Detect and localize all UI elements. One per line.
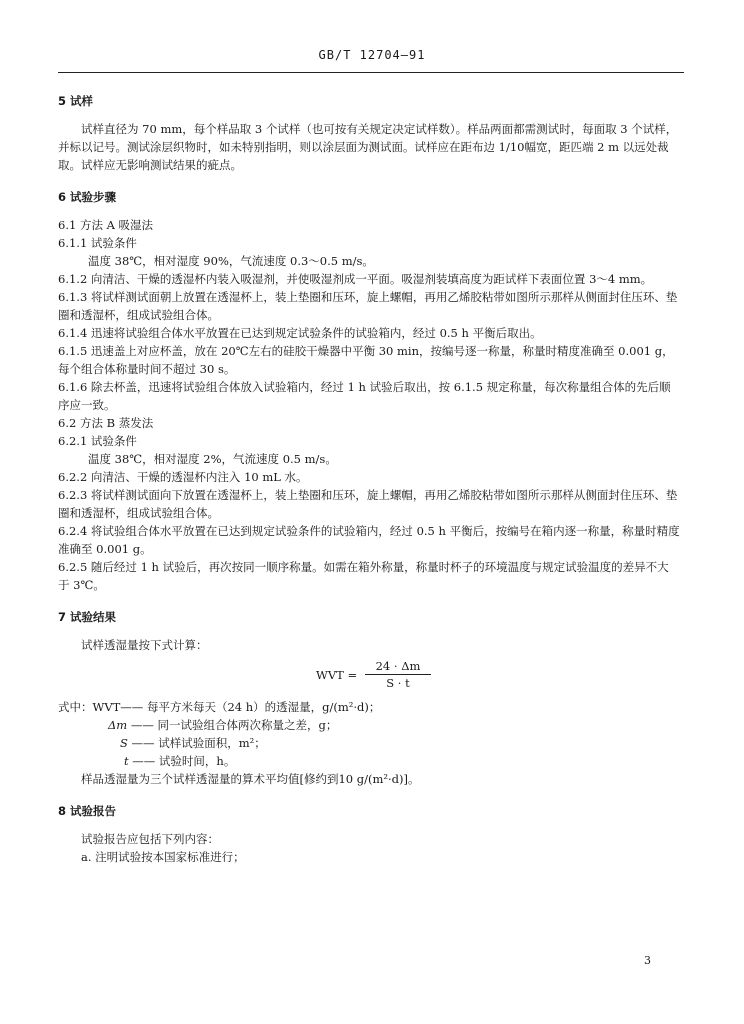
definition-row xyxy=(58,734,680,752)
section-7-heading: 7 试验结果 xyxy=(58,610,117,624)
definition-term: WVT xyxy=(92,700,121,714)
definition-term: S xyxy=(120,736,128,750)
clause-6-2-1: 6.2.1 试验条件 xyxy=(58,434,137,448)
section-5-paragraph: 试样直径为 70 mm，每个样品取 3 个试样（也可按有关规定决定试样数）。样品两面都需测试时，每面取 3 个试样，并标以记号。测试涂层织物时，如未特别指明，则以涂层面为测试面。试样应在距布边 1/10幅宽，距匹端 2 m 以远处裁取。试样应无影响测试结果的疵点。 xyxy=(58,122,678,172)
report-intro: 试验报告应包括下列内容： xyxy=(81,832,219,846)
where-label: 式中： xyxy=(58,700,93,714)
page-number: 3 xyxy=(644,954,651,967)
report-item-a: a. 注明试验按本国家标准进行； xyxy=(81,850,245,864)
clause-6-2-2: 6.2.2 向清洁、干燥的透湿杯内注入 10 mL 水。 xyxy=(58,470,308,484)
header-rule xyxy=(58,72,684,73)
section-8-heading: 8 试验报告 xyxy=(58,804,117,818)
definition-term: Δm xyxy=(108,718,128,732)
clause-6-2-4: 6.2.4 将试验组合体水平放置在已达到规定试验条件的试验箱内，经过 0.5 h 平衡后，按编号在箱内逐一称量，称量时精度准确至 0.001 g。 xyxy=(58,524,680,556)
clause-6-1-2: 6.1.2 向清洁、干燥的透湿杯内装入吸湿剂，并使吸湿剂成一平面。吸湿剂装填高度为距试样下表面位置 3～4 mm。 xyxy=(58,272,653,286)
definition-row xyxy=(58,752,680,770)
clause-6-1-6: 6.1.6 除去杯盖，迅速将试验组合体放入试验箱内，经过 1 h 试验后取出，按 6.1.5 规定称量，每次称量组合体的先后顺序应一致。 xyxy=(58,380,671,412)
formula-definitions xyxy=(58,698,680,770)
formula-intro: 试样透湿量按下式计算： xyxy=(81,638,208,652)
clause-6-1-1: 6.1.1 试验条件 xyxy=(58,236,137,250)
clause-6-1-1-conditions: 温度 38℃，相对湿度 90%，气流速度 0.3～0.5 m/s。 xyxy=(88,254,374,268)
definition-text: —— 每平方米每天（24 h）的透湿量，g/(m²·d)； xyxy=(120,700,381,714)
clause-6-2-1-conditions: 温度 38℃，相对湿度 2%，气流速度 0.5 m/s。 xyxy=(88,452,337,466)
section-6-heading: 6 试验步骤 xyxy=(58,190,117,204)
definition-text: —— 试样试验面积，m²； xyxy=(131,736,266,750)
definition-text: —— 同一试验组合体两次称量之差，g； xyxy=(130,718,338,732)
formula-lhs: WVT = xyxy=(316,668,358,682)
clause-6-1-5: 6.1.5 迅速盖上对应杯盖，放在 20℃左右的硅胶干燥器中平衡 30 min，按编号逐一称量，称量时精度准确至 0.001 g，每个组合体称量时间不超过 30 s。 xyxy=(58,344,674,376)
standard-number-header: GB/T 12704—91 xyxy=(318,48,426,62)
mean-statement: 样品透湿量为三个试样透湿量的算术平均值[修约到10 g/(m²·d)]。 xyxy=(81,772,420,786)
definition-text: —— 试验时间，h。 xyxy=(132,754,236,768)
wvt-formula xyxy=(58,658,680,694)
definition-term: t xyxy=(124,754,129,768)
definition-row xyxy=(58,698,680,716)
clause-6-2-3: 6.2.3 将试样测试面向下放置在透湿杯上，装上垫圈和压环，旋上螺帽，再用乙烯胶粘带如图所示那样从侧面封住压环、垫圈和透湿杯，组成试验组合体。 xyxy=(58,488,678,520)
clause-6-1-3: 6.1.3 将试样测试面朝上放置在透湿杯上，装上垫圈和压环，旋上螺帽，再用乙烯胶粘带如图所示那样从侧面封住压环、垫圈和透湿杯，组成试验组合体。 xyxy=(58,290,678,322)
clause-6-2-5: 6.2.5 随后经过 1 h 试验后，再次按同一顺序称量。如需在箱外称量，称量时杯子的环境温度与规定试验温度的差异不大于 3℃。 xyxy=(58,560,669,592)
method-b-heading: 6.2 方法 B 蒸发法 xyxy=(58,416,154,430)
clause-6-1-4: 6.1.4 迅速将试验组合体水平放置在已达到规定试验条件的试验箱内，经过 0.5 h 平衡后取出。 xyxy=(58,326,542,340)
formula-numerator: 24 · Δm xyxy=(365,658,431,675)
document-body xyxy=(58,92,680,866)
formula-denominator: S · t xyxy=(386,676,410,690)
formula-fraction xyxy=(365,658,431,691)
method-a-heading: 6.1 方法 A 吸湿法 xyxy=(58,218,154,232)
section-5-heading: 5 试样 xyxy=(58,94,94,108)
definition-row xyxy=(58,716,680,734)
